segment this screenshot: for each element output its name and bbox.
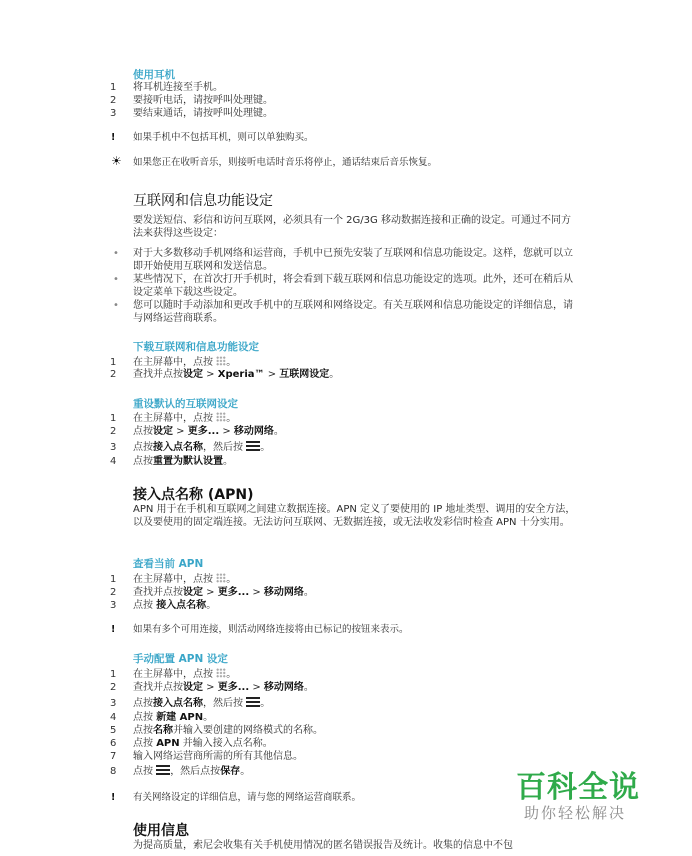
- step: 2 查找并点按设定 > Xperia™ > 互联网设定。: [110, 369, 340, 380]
- step: 4 点按 新建 APN。: [110, 712, 214, 723]
- section-title-download: 下载互联网和信息功能设定: [133, 341, 259, 353]
- step: 2 查找并点按设定 > 更多... > 移动网络。: [110, 682, 314, 693]
- exclamation-icon: !: [111, 624, 116, 635]
- step: 2 要接听电话，请按呼叫处理键。: [110, 95, 273, 106]
- step: 1 在主屏幕中，点按 。: [110, 574, 237, 585]
- menu-icon: [156, 765, 170, 775]
- note: ! 如果手机中不包括耳机，则可以单独购买。: [111, 132, 314, 143]
- menu-icon: [246, 441, 260, 451]
- section-title-manual-apn: 手动配置 APN 设定: [133, 653, 228, 665]
- step: 3 要结束通话，请按呼叫处理键。: [110, 108, 273, 119]
- step: 4 点按重置为默认设置。: [110, 456, 233, 467]
- section-title-headset: 使用耳机: [133, 69, 175, 81]
- menu-icon: [246, 697, 260, 707]
- app-grid-icon: [216, 668, 226, 678]
- step: 8 点按 ，然后点按保存。: [110, 766, 251, 777]
- note: ! 有关网络设定的详细信息，请与您的网络运营商联系。: [111, 792, 362, 803]
- watermark-logo: 百科全说: [516, 770, 640, 805]
- paragraph: 要发送短信、彩信和访问互联网，必须具有一个 2G/3G 移动数据连接和正确的设定。可通过不同方法来获得这些设定：: [133, 215, 571, 239]
- app-grid-icon: [216, 412, 226, 422]
- heading-usage: 使用信息: [133, 823, 189, 839]
- tip: ☀ 如果您正在收听音乐，则接听电话时音乐将停止，通话结束后音乐恢复。: [111, 154, 438, 168]
- step: 6 点按 APN 并输入接入点名称。: [110, 738, 273, 749]
- step: 3 点按 接入点名称。: [110, 600, 217, 611]
- lightbulb-icon: ☀: [111, 154, 122, 168]
- step: 7 输入网络运营商所需的所有其他信息。: [110, 751, 303, 762]
- step: 1 在主屏幕中，点按 。: [110, 413, 237, 424]
- app-grid-icon: [216, 573, 226, 583]
- note: ! 如果有多个可用连接，则活动网络连接将由已标记的按钮来表示。: [111, 624, 409, 635]
- heading-apn: 接入点名称 (APN): [133, 487, 254, 503]
- heading-internet: 互联网和信息功能设定: [133, 193, 273, 209]
- step: 1 将耳机连接至手机。: [110, 82, 223, 93]
- app-grid-icon: [216, 356, 226, 366]
- step: 3 点按接入点名称，然后按 。: [110, 698, 271, 709]
- step: 1 在主屏幕中，点按 。: [110, 669, 237, 680]
- watermark-slogan: 助你轻松解决: [524, 804, 627, 822]
- step: 3 点按接入点名称，然后按 。: [110, 442, 271, 453]
- paragraph: 为提高质量，索尼会收集有关手机使用情况的匿名错误报告及统计。收集的信息中不包: [133, 840, 513, 851]
- step: 2 点按设定 > 更多... > 移动网络。: [110, 426, 284, 437]
- paragraph: APN 用于在手机和互联网之间建立数据连接。APN 定义了要使用的 IP 地址类型、调用的安全方法，以及要使用的固定端连接。无法访问互联网、无数据连接，或无法收发彩信时检查 APN 十分实用。: [133, 504, 576, 528]
- step: 5 点按名称并输入要创建的网络模式的名称。: [110, 725, 323, 736]
- exclamation-icon: !: [111, 132, 116, 143]
- manual-page: 使用耳机 1 将耳机连接至手机。 2 要接听电话，请按呼叫处理键。 3 要结束通话，请按呼叫处理键。 ! 如果手机中不包括耳机，则可以单独购买。 ☀ 如果您正在收听音乐，则接听电话时音乐将停止，通话结束后音乐恢复。 互联网和信息功能设定 要发送短信、彩信和访问互联网，必须具有一个 2G/3G 移动数据连接和正确的设定。可通过不同方法来获得这些设定： • 对于大多数移动手机网络和运营商，手机中已预先安装了互联网和信息功能设定。这样，您就可以立即开始使用互联网和发送信息。 • 某些情况下，在首次打开手机时，将会看到下载互联网和信息功能设定的选项。此外，还可在稍后从设定菜单下载这些设定。 • 您可以随时手动添加和更改手机中的互联网和网络设定。有关互联网和信息功能设定的详细信息，请与网络运营商联系。 下载互联网和信息功能设定 1 在主屏幕中，点按 。 2 查找并点按设定 > Xperia™ > 互联网设定。 重设默认的互联网设定 1 在主屏幕中，点按 。 2 点按设定 > 更多... > 移动网络。 3 点按接入点名称，然后按 。 4 点按重置为默认设置。 接入点名称 (APN) APN 用于在手机和互联网之间建立数据连接。APN 定义了要使用的 IP 地址类型、调用的安全方法，以及要使用的固定端连接。无法访问互联网、无数据连接，或无法收发彩信时检查 APN 十分实用。 查看当前 APN 1 在主屏幕中，点按 。 2 查找并点按设定 > 更多... > 移动网络。 3 点按 接入点名称。 ! 如果有多个可用连接，则活动网络连接将由已标记的按钮来表示。 手动配置 APN 设定 1 在主屏幕中，点按 。 2 查找并点按设定 > 更多... > 移动网络。 3 点按接入点名称，然后按 。 4 点按 新建 APN。 5 点按名称并输入要创建的网络模式的名称。 6 点按 APN 并输入接入点名称。 7 输入网络运营商所需的所有其他信息。 8 点按 ，然后点按保存。 ! 有关网络设定的详细信息，请与您的网络运营商联系。 使用信息 为提高质量，索尼会收集有关手机使用情况的匿名错误报告及统计。收集的信息中不包 百科全说 助你轻松解决: [110, 69, 640, 851]
- section-title-view-apn: 查看当前 APN: [133, 558, 204, 570]
- exclamation-icon: !: [111, 792, 116, 803]
- section-title-reset: 重设默认的互联网设定: [133, 398, 238, 410]
- step: 1 在主屏幕中，点按 。: [110, 357, 237, 368]
- step: 2 查找并点按设定 > 更多... > 移动网络。: [110, 587, 314, 598]
